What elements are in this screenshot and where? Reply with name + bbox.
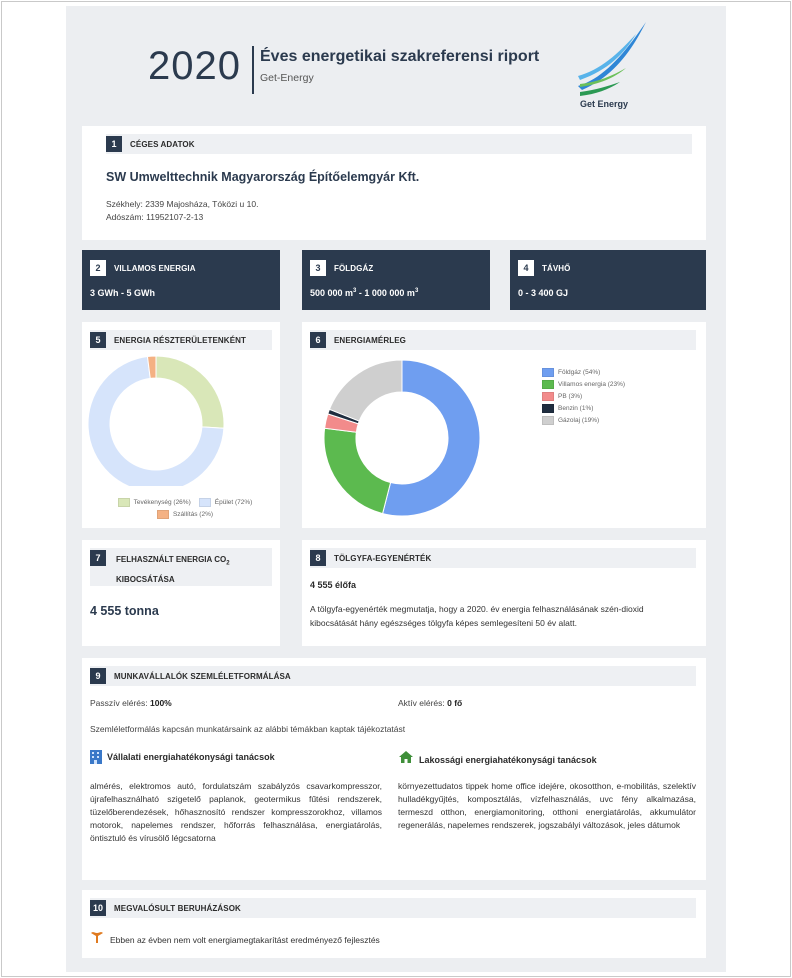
section-number: 6 — [310, 332, 326, 348]
legend-item: Gázolaj (19%) — [542, 414, 625, 426]
section-natural-gas — [302, 250, 490, 310]
section-title: MEGVALÓSULT BERUHÁZÁSOK — [114, 903, 241, 913]
awareness-intro: Szemléletformálás kapcsán munkatársaink az alábbi témákban kaptak tájékoztatást — [90, 724, 406, 734]
legend-item: Épület (72%) — [199, 496, 253, 508]
corporate-tips-text: almérés, elektromos autó, fordulatszám szabályzós csavarkompresszor, újrafelhasználható szigetelő paplanok, geotermikus fűtési rendszerek, tüzelőberendezések, hőhasznosító rendszer kompresszorokhoz, villamos motorok, napelemes rendszer, hőforrás felhasználása, energiatárolás, öntisztuló és vírusölő légcsatorna — [90, 781, 382, 843]
report-year: 2020 — [148, 44, 241, 88]
section-number: 8 — [310, 550, 326, 566]
section-investments — [82, 890, 706, 958]
section-header — [90, 898, 696, 918]
corporate-tips-heading: Vállalati energiahatékonysági tanácsok — [90, 750, 275, 764]
co2-value: 4 555 tonna — [90, 604, 159, 618]
header-divider — [252, 46, 254, 94]
get-energy-logo — [574, 20, 654, 112]
donut2-legend — [542, 366, 625, 426]
section-energy-balance — [302, 322, 706, 528]
section-title: MUNKAVÁLLALÓK SZEMLÉLETFORMÁLÁSA — [114, 671, 291, 681]
section-header — [90, 666, 696, 686]
donut-slice-tev-kenys-g — [156, 356, 224, 428]
report-page — [66, 6, 726, 972]
section-title: TÁVHŐ — [542, 263, 571, 273]
donut1-legend — [100, 496, 270, 520]
company-address: Székhely: 2339 Majosháza, Tóközi u 10. — [106, 199, 259, 209]
legend-item: Villamos energia (23%) — [542, 378, 625, 390]
active-reach: Aktív elérés: 0 fő — [398, 698, 463, 708]
section-title: FELHASZNÁLT ENERGIA $CO_2$ KIBOCSÁTÁSA — [116, 555, 230, 584]
building-icon — [90, 750, 102, 764]
report-header — [66, 6, 726, 116]
legend-item: Szállítás (2%) — [157, 508, 213, 520]
tool-icon — [90, 930, 104, 949]
section-employee-awareness — [82, 658, 706, 880]
section-electricity — [82, 250, 280, 310]
electricity-value: 3 GWh - 5 GWh — [90, 288, 155, 298]
section-number: 2 — [90, 260, 106, 276]
section-number: 5 — [90, 332, 106, 348]
logo-text: Get Energy — [580, 99, 629, 109]
section-number: 9 — [90, 668, 106, 684]
section-number: 3 — [310, 260, 326, 276]
section-number: 10 — [90, 900, 106, 916]
report-subtitle: Get-Energy — [260, 72, 314, 84]
legend-item: Tevékenység (26%) — [118, 496, 191, 508]
house-icon — [398, 750, 414, 769]
section-title: CÉGES ADATOK — [130, 139, 195, 149]
section-oak-equivalent — [302, 540, 706, 646]
section-title: ENERGIAMÉRLEG — [334, 335, 406, 345]
residential-tips-heading: Lakossági energiahatékonysági tanácsok — [398, 750, 597, 769]
donut-slice-g-zolaj — [329, 360, 402, 421]
section-company-data — [82, 126, 706, 240]
section-header — [90, 330, 272, 350]
gas-value: 500 000 $m^3 - 1$ 000 000 $m^3$ — [310, 288, 419, 298]
section-title: TÖLGYFA-EGYENÉRTÉK — [334, 553, 432, 563]
investments-line: Ebben az évben nem volt energiamegtakarítást eredményező fejlesztés — [90, 930, 380, 949]
report-title: Éves energetikai szakreferensi riport — [260, 48, 540, 65]
section-title: VILLAMOS ENERGIA — [114, 263, 196, 273]
section-co2-emission — [82, 540, 280, 646]
oak-description: A tölgyfa-egyenérték megmutatja, hogy a 2020. év energia felhasználásának szén-dioxid kibocsátását hány egészséges tölgyfa képes semlegesíteni 50 év alatt. — [310, 604, 644, 628]
section-header — [90, 548, 272, 586]
company-tax-number: Adószám: 11952107-2-13 — [106, 212, 204, 222]
oak-value: 4 555 élőfa — [310, 580, 357, 590]
district-heating-value: 0 - 3 400 GJ — [518, 288, 569, 298]
section-title: ENERGIA RÉSZTERÜLETENKÉNT — [114, 335, 246, 345]
section-number: 7 — [90, 550, 106, 566]
section-header — [106, 134, 692, 154]
legend-item: PB (3%) — [542, 390, 625, 402]
donut-slice-villamos-energia — [324, 428, 391, 513]
energy-by-area-donut — [82, 356, 280, 486]
residential-tips-text: környezettudatos tippek home office idejére, okosotthon, e-mobilitás, szelektív hulladékgyűjtés, komposztálás, vízfelhasználás, uvc fény alkalmazása, termeszd otthon, energiamonitoring, otthoni energiatárolás, akkumulátor regenerálás, napelemes rendszerek, jogszabályi változások, jeles dátumok — [398, 781, 696, 830]
section-title: FÖLDGÁZ — [334, 263, 374, 273]
company-name: SW Umwelttechnik Magyarország Építőelemgyár Kft. — [106, 170, 420, 184]
legend-item: Benzin (1%) — [542, 402, 625, 414]
section-header — [310, 330, 696, 350]
section-energy-by-area — [82, 322, 280, 528]
energy-balance-donut — [302, 354, 502, 524]
section-number: 1 — [106, 136, 122, 152]
legend-item: Földgáz (54%) — [542, 366, 625, 378]
section-header — [310, 548, 696, 568]
passive-reach: Passzív elérés: 100% — [90, 698, 172, 708]
section-number: 4 — [518, 260, 534, 276]
section-district-heating — [510, 250, 706, 310]
